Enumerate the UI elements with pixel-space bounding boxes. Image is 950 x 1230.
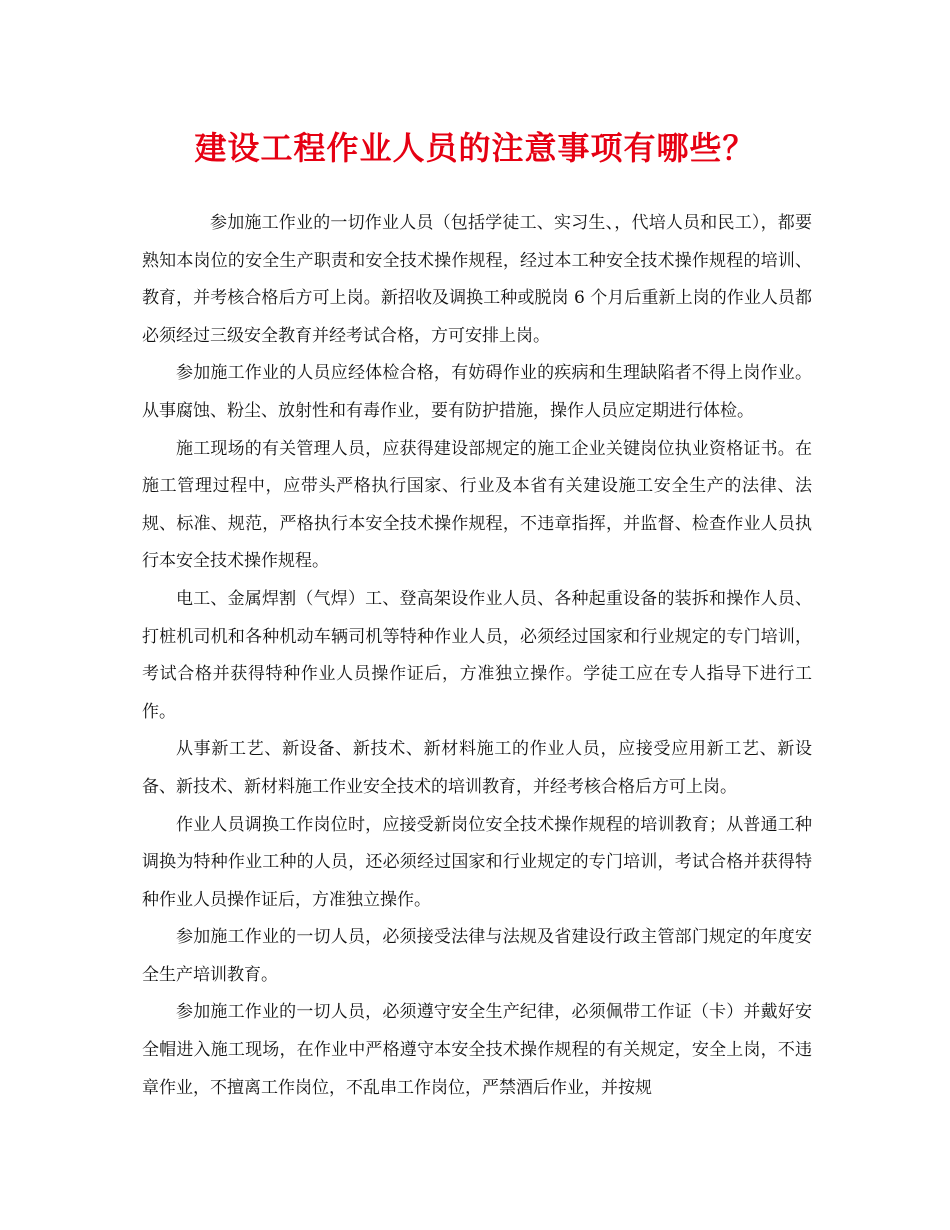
document-body — [142, 205, 812, 1107]
paragraph-3: 施工现场的有关管理人员，应获得建设部规定的施工企业关键岗位执业资格证书。在施工管理过程中，应带头严格执行国家、行业及本省有关建设施工安全生产的法律、法规、标准、规范，严格执行本安全技术操作规程，不违章指挥，并监督、检查作业人员执行本安全技术操作规程。 — [142, 438, 812, 572]
paragraph-4: 电工、金属焊割（气焊）工、登高架设作业人员、各种起重设备的装拆和操作人员、打桩机司机和各种机动车辆司机等特种作业人员，必须经过国家和行业规定的专门培训，考试合格并获得特种作业人员操作证后，方准独立操作。学徒工应在专人指导下进行工作。 — [142, 588, 812, 722]
paragraph-2: 参加施工作业的人员应经体检合格，有妨碍作业的疾病和生理缺陷者不得上岗作业。从事腐蚀、粉尘、放射性和有毒作业，要有防护措施，操作人员应定期进行体检。 — [142, 363, 812, 421]
paragraph-6: 作业人员调换工作岗位时，应接受新岗位安全技术操作规程的培训教育；从普通工种调换为特种作业工种的人员，还必须经过国家和行业规定的专门培训，考试合格并获得特种作业人员操作证后，方准独立操作。 — [142, 814, 812, 910]
paragraph-8: 参加施工作业的一切人员，必须遵守安全生产纪律，必须佩带工作证（卡）并戴好安全帽进入施工现场，在作业中严格遵守本安全技术操作规程的有关规定，安全上岗，不违章作业，不擅离工作岗位，不乱串工作岗位，严禁酒后作业，并按规 — [142, 1002, 812, 1098]
paragraph-5: 从事新工艺、新设备、新技术、新材料施工的作业人员，应接受应用新工艺、新设备、新技术、新材料施工作业安全技术的培训教育，并经考核合格后方可上岗。 — [142, 739, 812, 797]
paragraph-1: 参加施工作业的一切作业人员（包括学徒工、实习生、，代培人员和民工），都要熟知本岗位的安全生产职责和安全技术操作规程，经过本工种安全技术操作规程的培训、教育，并考核合格后方可上岗。新招收及调换工种或脱岗 6 个月后重新上岗的作业人员都必须经过三级安全教育并经考试合格，方可安排上岗。 — [142, 213, 812, 346]
page-title: 建设工程作业人员的注意事项有哪些？ — [194, 129, 756, 167]
paragraph-7: 参加施工作业的一切人员，必须接受法律与法规及省建设行政主管部门规定的年度安全生产培训教育。 — [142, 927, 812, 985]
